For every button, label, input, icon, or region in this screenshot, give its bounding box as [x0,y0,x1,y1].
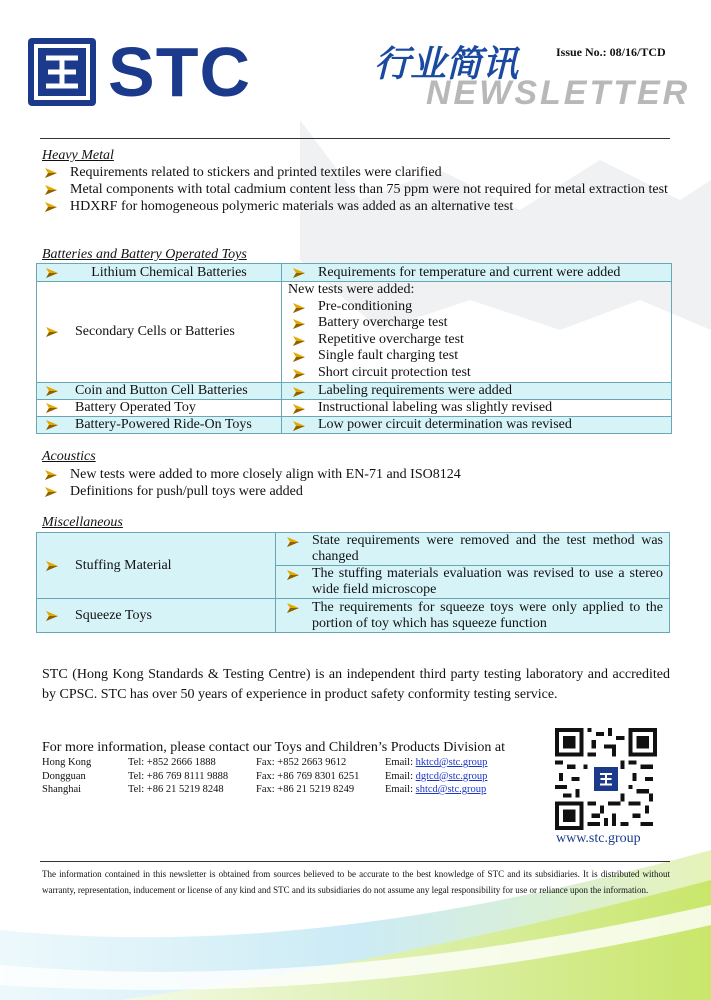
bullet-arrow-icon [45,419,59,431]
bullet-arrow-icon [45,402,59,414]
list-item: Repetitive overcharge test [282,332,671,349]
table-cell-text: Requirements for temperature and current were added [282,264,672,282]
bullet-arrow-icon [292,403,306,415]
section-title-miscellaneous: Miscellaneous [42,515,123,530]
email-link-shanghai[interactable]: shtcd@stc.group [415,784,487,795]
table-cell-label: Lithium Chemical Batteries [37,264,282,282]
heavy-metal-list [42,164,672,215]
bullet-arrow-icon [292,335,306,347]
table-cell-text: Labeling requirements were added [282,382,672,399]
header-divider [40,138,670,139]
bullet-arrow-icon [292,386,306,398]
bullet-arrow-icon [292,351,306,363]
bullet-arrow-icon [44,469,58,481]
email-link-hong-kong[interactable]: hktcd@stc.group [415,757,488,768]
about-paragraph: STC (Hong Kong Standards & Testing Centre) is an independent third party testing laboratory and accredited by CPSC. STC has over 50 years of experience in product safety conformity testing service. [42,667,670,702]
table-row: Shanghai Tel: +86 21 5219 8248 Fax: +86 21 5219 8249 Email: shtcd@stc.group [42,784,487,795]
table-cell-text: Instructional labeling was slightly revised [282,399,672,416]
bullet-arrow-icon [45,385,59,397]
list-item: Pre-conditioning [282,299,671,316]
table-cell-label: Secondary Cells or Batteries [37,282,282,383]
table-cell-text: State requirements were removed and the test method was changed [276,533,670,566]
section-title-batteries: Batteries and Battery Operated Toys [42,247,247,262]
website-link[interactable]: www.stc.group [556,831,641,846]
table-cell-text: New tests were added: Pre-conditioning Battery overcharge test Repetitive overcharge test Single fault charging test Short circuit protection test [282,282,672,383]
bullet-arrow-icon [45,560,59,572]
table-row [37,264,672,282]
table-cell-text: The requirements for squeeze toys were only applied to the portion of toy which has squeeze function [276,599,670,633]
newsletter-title: NEWSLETTER [426,74,691,112]
bullet-arrow-icon [44,201,58,213]
table-row [37,533,670,566]
table-row: Hong Kong Tel: +852 2666 1888 Fax: +852 2663 9612 Email: hktcd@stc.group [42,757,488,768]
new-tests-list [282,299,671,382]
bullet-arrow-icon [45,326,59,338]
bullet-arrow-icon [292,368,306,380]
table-cell-label: Coin and Button Cell Batteries [37,382,282,399]
table-row [37,399,672,416]
table-cell-text: Low power circuit determination was revised [282,416,672,433]
bullet-arrow-icon [45,610,59,622]
bullet-arrow-icon [292,318,306,330]
bullet-arrow-icon [44,486,58,498]
logo-text: STC [108,33,251,111]
chinese-title: 行业简讯 [374,44,519,85]
bullet-arrow-icon [286,602,300,614]
disclaimer: The information contained in this newsletter is obtained from sources believed to be accurate to the best knowledge of STC and its subsidiaries. It is distributed without warranty, representation, inducement or license of any kind and STC and its subsidiaries do not assume any legal responsibility for use or reliance upon the information. [42,869,670,895]
table-row [37,282,672,383]
issue-number: Issue No.: 08/16/TCD [556,45,666,59]
table-cell-label: Battery-Powered Ride-On Toys [37,416,282,433]
bullet-arrow-icon [44,184,58,196]
table-row [37,416,672,433]
header [26,30,691,112]
miscellaneous-table [36,532,670,633]
list-item: Requirements related to stickers and printed textiles were clarified [42,164,672,181]
list-item: Single fault charging test [282,348,671,365]
list-item: Definitions for push/pull toys were added [42,483,672,500]
section-title-acoustics: Acoustics [42,449,96,464]
stc-logo-emblem-icon [26,36,98,108]
table-cell-text: The stuffing materials evaluation was revised to use a stereo wide field microscope [276,566,670,599]
footer-divider [40,861,670,862]
table-cell-label: Stuffing Material [37,533,276,599]
list-item: Short circuit protection test [282,365,671,382]
contact-table [42,756,487,797]
bullet-arrow-icon [286,536,300,548]
section-title-heavy-metal: Heavy Metal [42,148,114,163]
acoustics-list [42,466,672,500]
table-row: Dongguan Tel: +86 769 8111 9888 Fax: +86 769 8301 6251 Email: dgtcd@stc.group [42,770,488,782]
table-row [37,599,670,633]
table-cell-label: Battery Operated Toy [37,399,282,416]
bullet-arrow-icon [292,302,306,314]
bullet-arrow-icon [44,167,58,179]
list-item: Battery overcharge test [282,315,671,332]
bullet-arrow-icon [286,569,300,581]
bullet-arrow-icon [292,420,306,432]
batteries-table [36,263,672,434]
contact-heading: For more information, please contact our Toys and Children’s Products Division at [42,740,506,755]
list-item: New tests were added to more closely align with EN-71 and ISO8124 [42,466,672,483]
list-item: Metal components with total cadmium content less than 75 ppm were not required for metal extraction test [42,181,672,198]
bullet-arrow-icon [45,267,59,279]
table-row [37,382,672,399]
qr-code-icon[interactable] [555,728,657,830]
list-item: HDXRF for homogeneous polymeric materials was added as an alternative test [42,198,672,215]
table-cell-label: Squeeze Toys [37,599,276,633]
email-link-dongguan[interactable]: dgtcd@stc.group [415,770,488,782]
bullet-arrow-icon [292,267,306,279]
